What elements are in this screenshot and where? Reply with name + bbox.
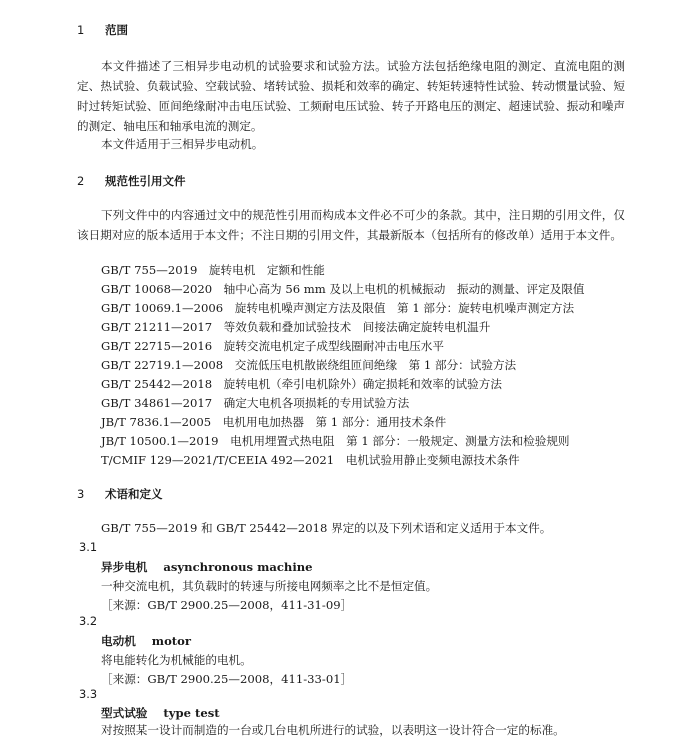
section-2-heading [77,173,186,189]
term-heading [101,559,313,575]
term-heading [101,705,220,721]
section-3-title: 术语和定义 [105,487,163,501]
term-number: 3.3 [79,687,98,701]
reference-item: JB/T 7836.1—2005 电机用电加热器 第 1 部分：通用技术条件 [101,415,447,429]
section-3-number: 3 [77,487,85,501]
section-3-heading [77,486,163,502]
reference-item: JB/T 10500.1—2019 电机用埋置式热电阻 第 1 部分：一般规定、测量方法和检验规则 [101,434,570,448]
section-2-title: 规范性引用文件 [105,174,186,188]
section-1-paragraph-2: 本文件适用于三相异步电动机。 [101,137,264,151]
reference-item: GB/T 755—2019 旋转电机 定额和性能 [101,263,325,277]
term-english: motor [151,634,191,648]
reference-item: GB/T 34861—2017 确定大电机各项损耗的专用试验方法 [101,396,410,410]
section-1-paragraph-1: 本文件描述了三相异步电动机的试验要求和试验方法。试验方法包括绝缘电阻的测定、直流电阻的测定、热试验、负载试验、空载试验、堵转试验、损耗和效率的确定、转矩转速特性试验、转动惯量试验、短时过转矩试验、匝间绝缘耐冲击电压试验、工频耐电压试验、转子开路电压的测定、超速试验、振动和噪声的测定、轴电压和轴承电流的测定。 [77,59,625,133]
term-definition: 一种交流电机，其负载时的转速与所接电网频率之比不是恒定值。 [101,579,438,593]
term-chinese: 异步电机 [101,560,148,574]
section-2-number: 2 [77,174,85,188]
reference-item: T/CMIF 129—2021/T/CEEIA 492—2021 电机试验用静止变频电源技术条件 [101,453,520,467]
section-1-number: 1 [77,23,85,37]
section-1-title: 范围 [105,23,128,37]
term-source: ［来源：GB/T 2900.25—2008，411-31-09］ [101,598,353,612]
reference-item: GB/T 10069.1—2006 旋转电机噪声测定方法及限值 第 1 部分：旋转电机噪声测定方法 [101,301,575,315]
reference-item: GB/T 22715—2016 旋转交流电机定子成型线圈耐冲击电压水平 [101,339,444,353]
term-chinese: 型式试验 [101,706,148,720]
section-3-intro: GB/T 755—2019 和 GB/T 25442—2018 界定的以及下列术语和定义适用于本文件。 [101,521,552,535]
term-english: type test [163,706,220,720]
reference-item: GB/T 10068—2020 轴中心高为 56 mm 及以上电机的机械振动 振动的测量、评定及限值 [101,282,585,296]
reference-item: GB/T 22719.1—2008 交流低压电机散嵌绕组匝间绝缘 第 1 部分：试验方法 [101,358,517,372]
section-1-heading [77,22,128,38]
term-chinese: 电动机 [101,634,136,648]
term-definition: 对按照某一设计而制造的一台或几台电机所进行的试验，以表明这一设计符合一定的标准。 [101,723,565,737]
section-2-intro: 下列文件中的内容通过文中的规范性引用而构成本文件必不可少的条款。其中，注日期的引用文件，仅该日期对应的版本适用于本文件；不注日期的引用文件，其最新版本（包括所有的修改单）适用于本文件。 [77,208,625,242]
term-number: 3.1 [79,540,98,554]
term-number: 3.2 [79,614,98,628]
term-english: asynchronous machine [163,560,313,574]
reference-item: GB/T 25442—2018 旋转电机（牵引电机除外）确定损耗和效率的试验方法 [101,377,502,391]
term-definition: 将电能转化为机械能的电机。 [101,653,252,667]
term-source: ［来源：GB/T 2900.25—2008，411-33-01］ [101,672,353,686]
term-heading [101,633,191,649]
reference-item: GB/T 21211—2017 等效负载和叠加试验技术 间接法确定旋转电机温升 [101,320,491,334]
